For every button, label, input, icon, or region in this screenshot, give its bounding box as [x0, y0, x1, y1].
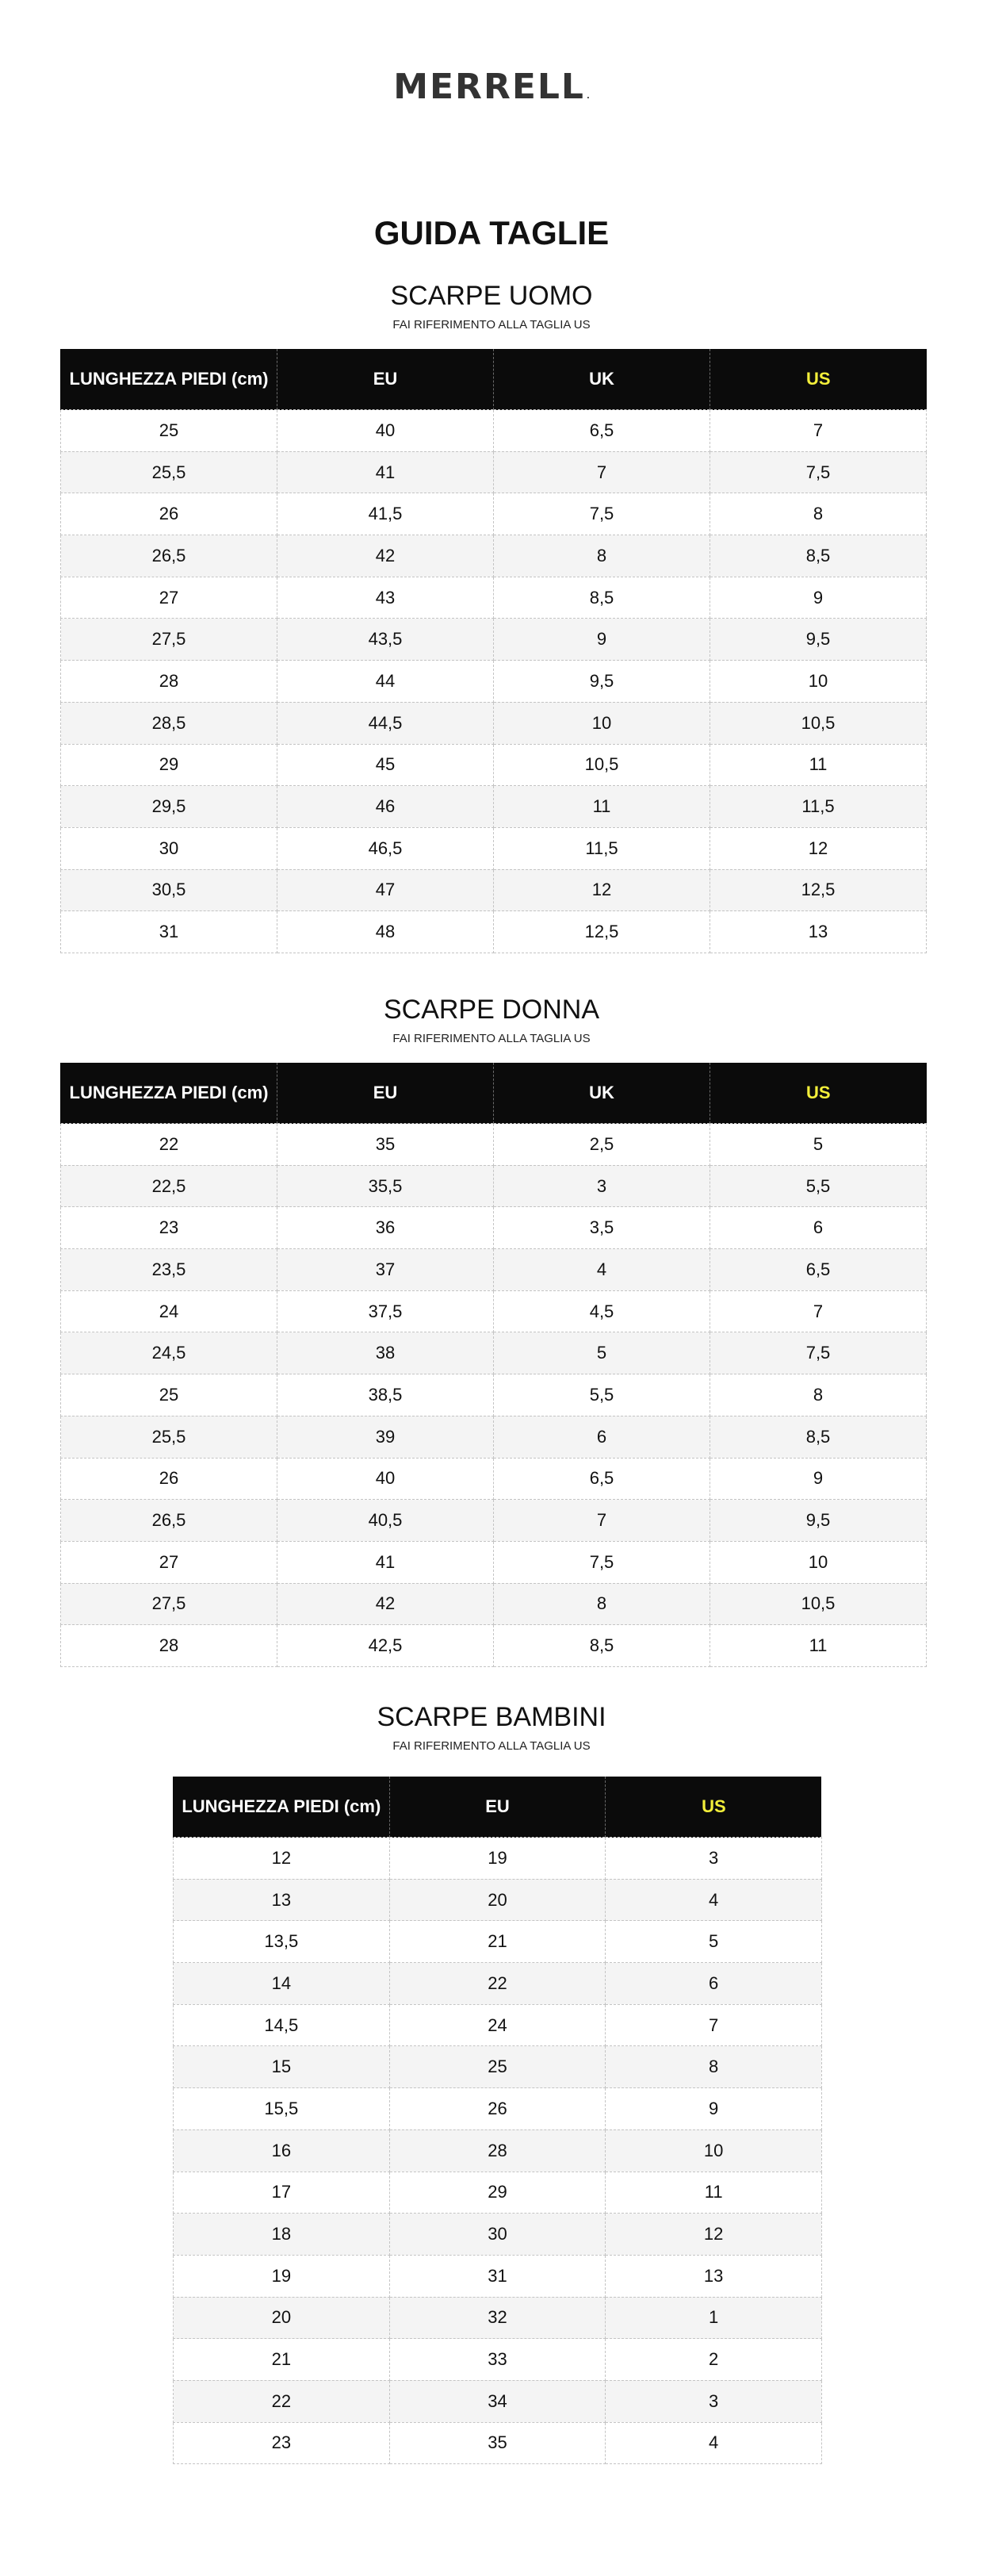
table-row	[61, 827, 927, 869]
column-header-uk: UK	[494, 1063, 710, 1124]
table-row	[61, 702, 927, 744]
table-cell: 40	[277, 1458, 494, 1500]
table-cell: 43,5	[277, 619, 494, 661]
table-cell: 7	[710, 410, 927, 452]
table-cell: 16	[174, 2129, 390, 2172]
table-row	[61, 1332, 927, 1374]
table-cell: 8,5	[710, 1416, 927, 1458]
table-cell: 27	[61, 1541, 277, 1583]
table-cell: 3	[494, 1165, 710, 1207]
table-cell: 35	[277, 1124, 494, 1166]
table-cell: 7,5	[494, 1541, 710, 1583]
kids-section-heading	[0, 1700, 983, 1754]
table-row	[61, 410, 927, 452]
table-cell: 23	[174, 2422, 390, 2464]
table-cell: 32	[389, 2297, 606, 2339]
table-cell: 24	[61, 1290, 277, 1332]
table-cell: 11	[606, 2172, 822, 2214]
table-cell: 20	[174, 2297, 390, 2339]
table-cell: 35,5	[277, 1165, 494, 1207]
table-cell: 5	[494, 1332, 710, 1374]
column-header-lunghezza-piedi-cm: LUNGHEZZA PIEDI (cm)	[61, 1063, 277, 1124]
table-cell: 7,5	[710, 1332, 927, 1374]
table-cell: 31	[389, 2255, 606, 2297]
table-cell: 15	[174, 2046, 390, 2088]
table-row	[61, 1458, 927, 1500]
men-section-title: SCARPE UOMO	[390, 281, 593, 311]
table-cell: 19	[389, 1838, 606, 1880]
table-cell: 17	[174, 2172, 390, 2214]
table-row	[174, 1879, 822, 1921]
table-row	[61, 1290, 927, 1332]
table-row	[61, 493, 927, 535]
table-cell: 8,5	[494, 577, 710, 619]
table-row	[174, 1838, 822, 1880]
column-header-us: US	[606, 1777, 822, 1838]
table-row	[61, 1207, 927, 1249]
table-cell: 25,5	[61, 1416, 277, 1458]
table-cell: 26	[389, 2088, 606, 2130]
table-cell: 40,5	[277, 1500, 494, 1542]
column-header-us: US	[710, 1063, 927, 1124]
table-cell: 2	[606, 2339, 822, 2381]
table-cell: 22	[174, 2380, 390, 2422]
table-cell: 21	[174, 2339, 390, 2381]
kids-section-title: SCARPE BAMBINI	[377, 1702, 606, 1732]
table-cell: 41,5	[277, 493, 494, 535]
table-cell: 6,5	[494, 1458, 710, 1500]
table-row	[174, 2380, 822, 2422]
table-cell: 46,5	[277, 827, 494, 869]
table-cell: 8	[710, 493, 927, 535]
table-header-row	[61, 1063, 927, 1124]
table-cell: 38	[277, 1332, 494, 1374]
women-size-table	[60, 1063, 927, 1667]
table-cell: 28,5	[61, 702, 277, 744]
table-cell: 36	[277, 1207, 494, 1249]
table-cell: 14	[174, 1963, 390, 2005]
table-cell: 30	[61, 827, 277, 869]
table-cell: 8,5	[494, 1625, 710, 1667]
table-cell: 28	[389, 2129, 606, 2172]
table-row	[61, 577, 927, 619]
table-row	[61, 869, 927, 911]
table-row	[61, 619, 927, 661]
table-row	[61, 744, 927, 786]
table-cell: 6	[710, 1207, 927, 1249]
logo-mark: .	[586, 92, 590, 101]
table-cell: 13,5	[174, 1921, 390, 1963]
table-cell: 6	[494, 1416, 710, 1458]
table-row	[61, 786, 927, 828]
table-cell: 12	[494, 869, 710, 911]
table-cell: 11,5	[494, 827, 710, 869]
table-cell: 7	[494, 451, 710, 493]
table-cell: 3	[606, 1838, 822, 1880]
table-cell: 3	[606, 2380, 822, 2422]
table-cell: 25,5	[61, 451, 277, 493]
table-cell: 37	[277, 1249, 494, 1291]
table-cell: 25	[61, 410, 277, 452]
column-header-eu: EU	[277, 1063, 494, 1124]
table-cell: 26	[61, 1458, 277, 1500]
table-cell: 19	[174, 2255, 390, 2297]
table-cell: 37,5	[277, 1290, 494, 1332]
table-cell: 46	[277, 786, 494, 828]
table-cell: 11	[494, 786, 710, 828]
table-cell: 35	[389, 2422, 606, 2464]
table-cell: 22,5	[61, 1165, 277, 1207]
table-cell: 33	[389, 2339, 606, 2381]
table-row	[61, 451, 927, 493]
table-cell: 13	[606, 2255, 822, 2297]
table-cell: 39	[277, 1416, 494, 1458]
table-cell: 9	[494, 619, 710, 661]
men-section-heading	[0, 279, 983, 333]
women-section-subtitle: FAI RIFERIMENTO ALLA TAGLIA US	[392, 1032, 591, 1045]
table-row	[174, 2422, 822, 2464]
table-cell: 9,5	[494, 661, 710, 703]
table-row	[174, 2129, 822, 2172]
table-cell: 29	[61, 744, 277, 786]
table-cell: 9	[710, 577, 927, 619]
table-cell: 48	[277, 911, 494, 953]
table-cell: 5	[710, 1124, 927, 1166]
table-cell: 12	[710, 827, 927, 869]
column-header-eu: EU	[277, 349, 494, 410]
table-cell: 38,5	[277, 1374, 494, 1416]
column-header-lunghezza-piedi-cm: LUNGHEZZA PIEDI (cm)	[174, 1777, 390, 1838]
table-cell: 13	[710, 911, 927, 953]
table-row	[61, 661, 927, 703]
table-cell: 24	[389, 2004, 606, 2046]
table-row	[61, 1625, 927, 1667]
table-row	[174, 2172, 822, 2214]
table-row	[61, 1165, 927, 1207]
table-cell: 44	[277, 661, 494, 703]
column-header-lunghezza-piedi-cm: LUNGHEZZA PIEDI (cm)	[61, 349, 277, 410]
table-cell: 23	[61, 1207, 277, 1249]
men-section-subtitle: FAI RIFERIMENTO ALLA TAGLIA US	[392, 318, 591, 332]
table-cell: 29,5	[61, 786, 277, 828]
table-cell: 12,5	[710, 869, 927, 911]
table-cell: 28	[61, 1625, 277, 1667]
table-cell: 30	[389, 2214, 606, 2256]
table-cell: 8	[494, 535, 710, 577]
table-cell: 10,5	[710, 1583, 927, 1625]
table-cell: 25	[61, 1374, 277, 1416]
table-cell: 34	[389, 2380, 606, 2422]
table-cell: 22	[389, 1963, 606, 2005]
logo-wordmark: MERRELL	[393, 67, 585, 107]
table-cell: 8	[494, 1583, 710, 1625]
table-cell: 4,5	[494, 1290, 710, 1332]
merrell-logo	[0, 67, 983, 117]
table-cell: 9	[710, 1458, 927, 1500]
table-cell: 45	[277, 744, 494, 786]
table-cell: 29	[389, 2172, 606, 2214]
table-cell: 7	[606, 2004, 822, 2046]
page-title: GUIDA TAGLIE	[373, 214, 610, 251]
table-cell: 12,5	[494, 911, 710, 953]
table-cell: 8	[710, 1374, 927, 1416]
table-row	[174, 2088, 822, 2130]
column-header-uk: UK	[494, 349, 710, 410]
table-row	[174, 2004, 822, 2046]
table-row	[61, 1541, 927, 1583]
table-cell: 12	[606, 2214, 822, 2256]
table-row	[61, 1249, 927, 1291]
table-cell: 10	[606, 2129, 822, 2172]
table-cell: 26,5	[61, 1500, 277, 1542]
table-cell: 4	[494, 1249, 710, 1291]
table-cell: 9	[606, 2088, 822, 2130]
table-cell: 7	[710, 1290, 927, 1332]
table-cell: 26	[61, 493, 277, 535]
table-cell: 8,5	[710, 535, 927, 577]
table-cell: 1	[606, 2297, 822, 2339]
women-section-title: SCARPE DONNA	[383, 995, 600, 1025]
table-cell: 9,5	[710, 619, 927, 661]
table-cell: 22	[61, 1124, 277, 1166]
kids-size-table	[173, 1777, 822, 2464]
table-cell: 10	[494, 702, 710, 744]
table-cell: 27,5	[61, 1583, 277, 1625]
table-row	[174, 2214, 822, 2256]
table-cell: 3,5	[494, 1207, 710, 1249]
table-cell: 44,5	[277, 702, 494, 744]
table-cell: 41	[277, 1541, 494, 1583]
table-header-row	[174, 1777, 822, 1838]
table-cell: 11,5	[710, 786, 927, 828]
table-cell: 42	[277, 1583, 494, 1625]
table-cell: 5,5	[710, 1165, 927, 1207]
table-cell: 10	[710, 661, 927, 703]
table-cell: 42,5	[277, 1625, 494, 1667]
table-row	[174, 2297, 822, 2339]
table-cell: 23,5	[61, 1249, 277, 1291]
table-cell: 4	[606, 1879, 822, 1921]
table-cell: 15,5	[174, 2088, 390, 2130]
table-cell: 18	[174, 2214, 390, 2256]
men-size-table	[60, 349, 927, 953]
table-cell: 10	[710, 1541, 927, 1583]
table-row	[61, 1124, 927, 1166]
table-cell: 2,5	[494, 1124, 710, 1166]
table-cell: 10,5	[494, 744, 710, 786]
table-cell: 25	[389, 2046, 606, 2088]
table-row	[61, 1416, 927, 1458]
table-row	[174, 1921, 822, 1963]
table-cell: 27,5	[61, 619, 277, 661]
table-cell: 20	[389, 1879, 606, 1921]
table-cell: 10,5	[710, 702, 927, 744]
table-cell: 27	[61, 577, 277, 619]
table-cell: 4	[606, 2422, 822, 2464]
table-row	[174, 1963, 822, 2005]
table-cell: 6	[606, 1963, 822, 2005]
table-cell: 30,5	[61, 869, 277, 911]
table-cell: 6,5	[494, 410, 710, 452]
women-section-heading	[0, 993, 983, 1047]
table-cell: 41	[277, 451, 494, 493]
table-row	[174, 2255, 822, 2297]
table-cell: 28	[61, 661, 277, 703]
table-cell: 40	[277, 410, 494, 452]
table-cell: 21	[389, 1921, 606, 1963]
kids-section-subtitle: FAI RIFERIMENTO ALLA TAGLIA US	[392, 1739, 591, 1753]
table-header-row	[61, 349, 927, 410]
table-cell: 26,5	[61, 535, 277, 577]
table-cell: 13	[174, 1879, 390, 1921]
table-cell: 11	[710, 1625, 927, 1667]
table-cell: 7	[494, 1500, 710, 1542]
table-row	[61, 1500, 927, 1542]
table-cell: 7,5	[710, 451, 927, 493]
column-header-us: US	[710, 349, 927, 410]
table-cell: 14,5	[174, 2004, 390, 2046]
table-row	[174, 2339, 822, 2381]
table-cell: 5	[606, 1921, 822, 1963]
table-cell: 43	[277, 577, 494, 619]
column-header-eu: EU	[389, 1777, 606, 1838]
table-row	[61, 911, 927, 953]
table-cell: 47	[277, 869, 494, 911]
table-cell: 42	[277, 535, 494, 577]
table-cell: 8	[606, 2046, 822, 2088]
table-row	[174, 2046, 822, 2088]
table-cell: 5,5	[494, 1374, 710, 1416]
table-row	[61, 1374, 927, 1416]
table-cell: 6,5	[710, 1249, 927, 1291]
table-cell: 7,5	[494, 493, 710, 535]
table-cell: 9,5	[710, 1500, 927, 1542]
table-cell: 31	[61, 911, 277, 953]
table-cell: 11	[710, 744, 927, 786]
table-row	[61, 1583, 927, 1625]
table-row	[61, 535, 927, 577]
table-cell: 12	[174, 1838, 390, 1880]
table-cell: 24,5	[61, 1332, 277, 1374]
